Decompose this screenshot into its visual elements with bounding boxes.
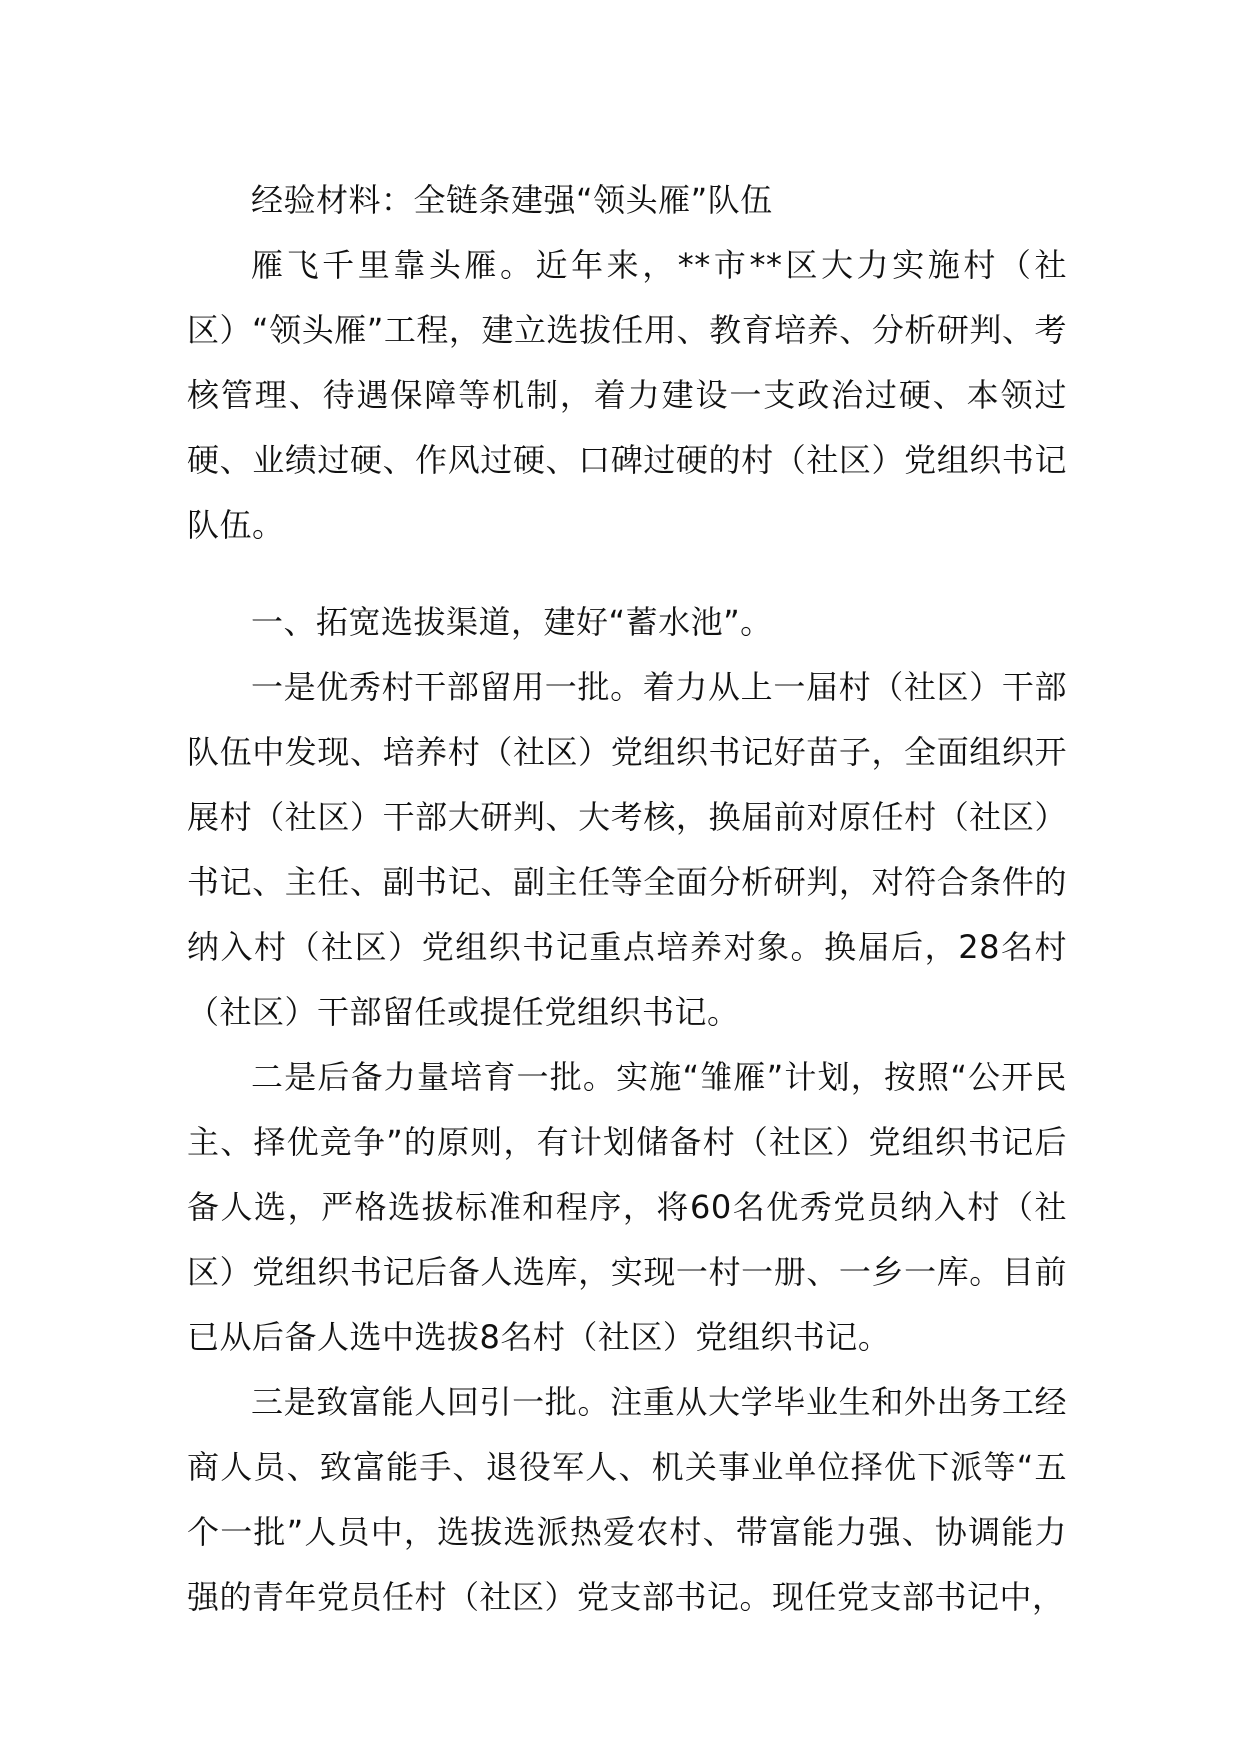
paragraph-1: 一是优秀村干部留用一批。着力从上一届村（社区）干部队伍中发现、培养村（社区）党组织书记好苗子，全面组织开展村（社区）干部大研判、大考核，换届前对原任村（社区）书记、主任、副书记、副主任等全面分析研判，对符合条件的纳入村（社区）党组织书记重点培养对象。换届后，28名村（社区）干部留任或提任党组织书记。: [187, 668, 1067, 1031]
document-page: [187, 168, 1067, 1630]
paragraph-3: 三是致富能人回引一批。注重从大学毕业生和外出务工经商人员、致富能手、退役军人、机关事业单位择优下派等“五个一批”人员中，选拔选派热爱农村、带富能力强、协调能力强的青年党员任村（社区）党支部书记。现任党支部书记中，: [187, 1383, 1067, 1616]
section-heading: 一、拓宽选拔渠道，建好“蓄水池”。: [251, 603, 773, 641]
intro-paragraph: 雁飞千里靠头雁。近年来，**市**区大力实施村（社区）“领头雁”工程，建立选拔任用、教育培养、分析研判、考核管理、待遇保障等机制，着力建设一支政治过硬、本领过硬、业绩过硬、作风过硬、口碑过硬的村（社区）党组织书记队伍。: [187, 246, 1067, 544]
document-title: 经验材料：全链条建强“领头雁”队伍: [251, 181, 773, 219]
paragraph-2: 二是后备力量培育一批。实施“雏雁”计划，按照“公开民主、择优竞争”的原则，有计划储备村（社区）党组织书记后备人选，严格选拔标准和程序，将60名优秀党员纳入村（社区）党组织书记后备人选库，实现一村一册、一乡一库。目前已从后备人选中选拔8名村（社区）党组织书记。: [187, 1058, 1067, 1356]
